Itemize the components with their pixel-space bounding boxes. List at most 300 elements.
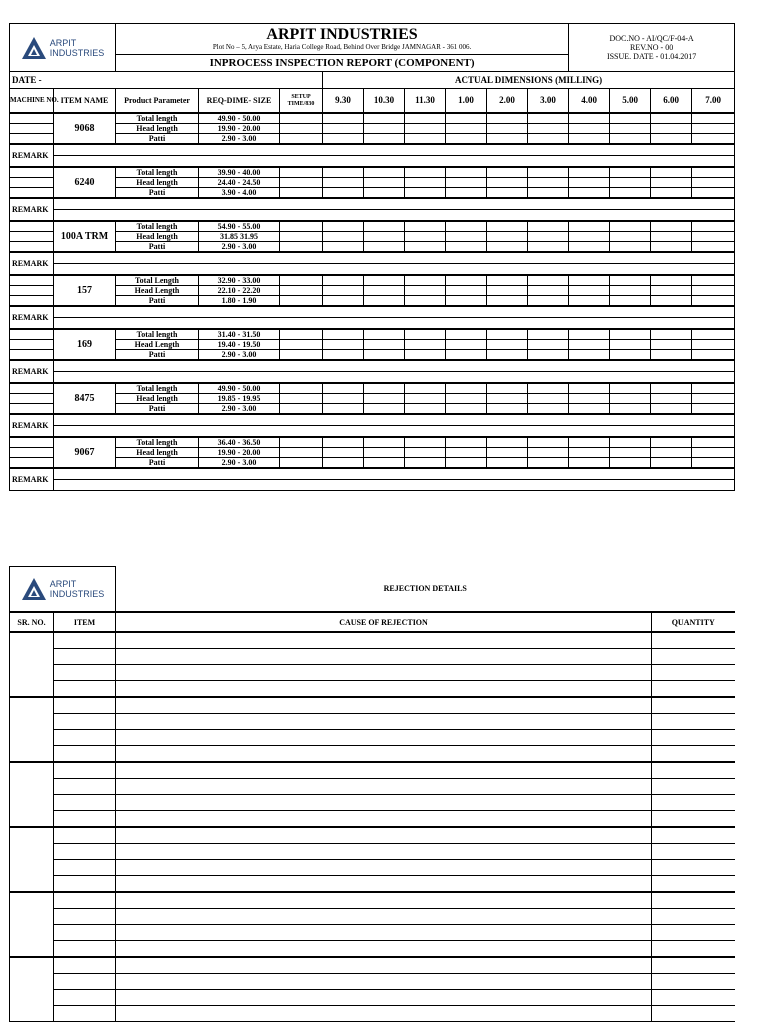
measurement-cell[interactable] <box>405 188 446 199</box>
measurement-cell[interactable] <box>364 275 405 286</box>
item-cell[interactable] <box>54 730 116 746</box>
cause-cell[interactable] <box>116 681 652 698</box>
measurement-cell[interactable] <box>528 167 569 178</box>
measurement-cell[interactable] <box>487 383 528 394</box>
measurement-cell[interactable] <box>323 242 364 253</box>
measurement-cell[interactable] <box>405 404 446 415</box>
measurement-cell[interactable] <box>610 178 651 188</box>
measurement-cell[interactable] <box>692 383 735 394</box>
measurement-cell[interactable] <box>364 394 405 404</box>
measurement-cell[interactable] <box>651 134 692 145</box>
measurement-cell[interactable] <box>651 404 692 415</box>
machine-no-cell[interactable] <box>10 296 54 307</box>
measurement-cell[interactable] <box>569 113 610 124</box>
measurement-cell[interactable] <box>323 329 364 340</box>
quantity-cell[interactable] <box>652 762 735 779</box>
measurement-cell[interactable] <box>446 242 487 253</box>
measurement-cell[interactable] <box>364 383 405 394</box>
remark-field[interactable] <box>54 468 735 480</box>
quantity-cell[interactable] <box>652 746 735 763</box>
measurement-cell[interactable] <box>487 286 528 296</box>
measurement-cell[interactable] <box>487 113 528 124</box>
cause-cell[interactable] <box>116 762 652 779</box>
measurement-cell[interactable] <box>487 134 528 145</box>
measurement-cell[interactable] <box>569 340 610 350</box>
item-cell[interactable] <box>54 779 116 795</box>
measurement-cell[interactable] <box>280 134 323 145</box>
cause-cell[interactable] <box>116 649 652 665</box>
measurement-cell[interactable] <box>323 350 364 361</box>
measurement-cell[interactable] <box>651 394 692 404</box>
item-cell[interactable] <box>54 1006 116 1022</box>
measurement-cell[interactable] <box>405 113 446 124</box>
measurement-cell[interactable] <box>651 242 692 253</box>
measurement-cell[interactable] <box>405 350 446 361</box>
measurement-cell[interactable] <box>364 437 405 448</box>
item-cell[interactable] <box>54 665 116 681</box>
measurement-cell[interactable] <box>692 404 735 415</box>
measurement-cell[interactable] <box>487 458 528 469</box>
measurement-cell[interactable] <box>405 221 446 232</box>
measurement-cell[interactable] <box>323 221 364 232</box>
measurement-cell[interactable] <box>405 448 446 458</box>
cause-cell[interactable] <box>116 974 652 990</box>
measurement-cell[interactable] <box>528 394 569 404</box>
measurement-cell[interactable] <box>569 124 610 134</box>
item-cell[interactable] <box>54 697 116 714</box>
measurement-cell[interactable] <box>323 178 364 188</box>
measurement-cell[interactable] <box>446 188 487 199</box>
measurement-cell[interactable] <box>323 232 364 242</box>
sr-no-cell[interactable] <box>10 762 54 827</box>
measurement-cell[interactable] <box>487 394 528 404</box>
measurement-cell[interactable] <box>651 275 692 286</box>
cause-cell[interactable] <box>116 941 652 958</box>
measurement-cell[interactable] <box>405 167 446 178</box>
measurement-cell[interactable] <box>528 383 569 394</box>
measurement-cell[interactable] <box>364 242 405 253</box>
measurement-cell[interactable] <box>323 275 364 286</box>
measurement-cell[interactable] <box>323 394 364 404</box>
measurement-cell[interactable] <box>651 178 692 188</box>
measurement-cell[interactable] <box>569 437 610 448</box>
quantity-cell[interactable] <box>652 681 735 698</box>
measurement-cell[interactable] <box>692 448 735 458</box>
measurement-cell[interactable] <box>569 242 610 253</box>
item-cell[interactable] <box>54 762 116 779</box>
machine-no-cell[interactable] <box>10 383 54 394</box>
cause-cell[interactable] <box>116 697 652 714</box>
measurement-cell[interactable] <box>323 286 364 296</box>
machine-no-cell[interactable] <box>10 178 54 188</box>
remark-field[interactable] <box>54 198 735 210</box>
measurement-cell[interactable] <box>446 275 487 286</box>
measurement-cell[interactable] <box>280 124 323 134</box>
quantity-cell[interactable] <box>652 632 735 649</box>
measurement-cell[interactable] <box>487 188 528 199</box>
measurement-cell[interactable] <box>610 275 651 286</box>
measurement-cell[interactable] <box>446 458 487 469</box>
sr-no-cell[interactable] <box>10 632 54 697</box>
item-cell[interactable] <box>54 974 116 990</box>
measurement-cell[interactable] <box>651 458 692 469</box>
measurement-cell[interactable] <box>446 437 487 448</box>
quantity-cell[interactable] <box>652 957 735 974</box>
item-cell[interactable] <box>54 941 116 958</box>
measurement-cell[interactable] <box>651 383 692 394</box>
measurement-cell[interactable] <box>692 329 735 340</box>
measurement-cell[interactable] <box>610 286 651 296</box>
measurement-cell[interactable] <box>610 404 651 415</box>
measurement-cell[interactable] <box>528 329 569 340</box>
measurement-cell[interactable] <box>405 329 446 340</box>
measurement-cell[interactable] <box>280 437 323 448</box>
measurement-cell[interactable] <box>487 221 528 232</box>
measurement-cell[interactable] <box>569 275 610 286</box>
measurement-cell[interactable] <box>280 232 323 242</box>
remark-field[interactable] <box>54 318 735 330</box>
measurement-cell[interactable] <box>446 404 487 415</box>
measurement-cell[interactable] <box>446 221 487 232</box>
sr-no-cell[interactable] <box>10 957 54 1022</box>
measurement-cell[interactable] <box>405 296 446 307</box>
measurement-cell[interactable] <box>569 232 610 242</box>
measurement-cell[interactable] <box>569 167 610 178</box>
measurement-cell[interactable] <box>692 437 735 448</box>
measurement-cell[interactable] <box>280 221 323 232</box>
measurement-cell[interactable] <box>528 221 569 232</box>
measurement-cell[interactable] <box>692 275 735 286</box>
quantity-cell[interactable] <box>652 925 735 941</box>
measurement-cell[interactable] <box>364 448 405 458</box>
measurement-cell[interactable] <box>651 113 692 124</box>
measurement-cell[interactable] <box>651 124 692 134</box>
measurement-cell[interactable] <box>280 275 323 286</box>
measurement-cell[interactable] <box>528 113 569 124</box>
quantity-cell[interactable] <box>652 990 735 1006</box>
cause-cell[interactable] <box>116 746 652 763</box>
measurement-cell[interactable] <box>364 296 405 307</box>
measurement-cell[interactable] <box>487 242 528 253</box>
measurement-cell[interactable] <box>446 394 487 404</box>
quantity-cell[interactable] <box>652 779 735 795</box>
item-cell[interactable] <box>54 714 116 730</box>
measurement-cell[interactable] <box>651 340 692 350</box>
measurement-cell[interactable] <box>610 113 651 124</box>
measurement-cell[interactable] <box>364 221 405 232</box>
measurement-cell[interactable] <box>487 437 528 448</box>
item-cell[interactable] <box>54 827 116 844</box>
measurement-cell[interactable] <box>364 124 405 134</box>
quantity-cell[interactable] <box>652 974 735 990</box>
measurement-cell[interactable] <box>405 383 446 394</box>
measurement-cell[interactable] <box>487 124 528 134</box>
quantity-cell[interactable] <box>652 876 735 893</box>
item-cell[interactable] <box>54 990 116 1006</box>
measurement-cell[interactable] <box>280 340 323 350</box>
measurement-cell[interactable] <box>364 340 405 350</box>
item-cell[interactable] <box>54 746 116 763</box>
measurement-cell[interactable] <box>569 404 610 415</box>
measurement-cell[interactable] <box>446 134 487 145</box>
remark-field[interactable] <box>54 372 735 384</box>
item-cell[interactable] <box>54 681 116 698</box>
measurement-cell[interactable] <box>405 286 446 296</box>
measurement-cell[interactable] <box>364 113 405 124</box>
quantity-cell[interactable] <box>652 844 735 860</box>
remark-field[interactable] <box>54 144 735 156</box>
machine-no-cell[interactable] <box>10 340 54 350</box>
measurement-cell[interactable] <box>323 167 364 178</box>
measurement-cell[interactable] <box>528 134 569 145</box>
machine-no-cell[interactable] <box>10 167 54 178</box>
measurement-cell[interactable] <box>692 113 735 124</box>
measurement-cell[interactable] <box>692 167 735 178</box>
measurement-cell[interactable] <box>323 383 364 394</box>
item-cell[interactable] <box>54 876 116 893</box>
cause-cell[interactable] <box>116 665 652 681</box>
machine-no-cell[interactable] <box>10 124 54 134</box>
remark-field[interactable] <box>54 156 735 168</box>
item-cell[interactable] <box>54 909 116 925</box>
measurement-cell[interactable] <box>323 404 364 415</box>
measurement-cell[interactable] <box>528 437 569 448</box>
measurement-cell[interactable] <box>280 394 323 404</box>
cause-cell[interactable] <box>116 730 652 746</box>
measurement-cell[interactable] <box>692 340 735 350</box>
cause-cell[interactable] <box>116 909 652 925</box>
measurement-cell[interactable] <box>610 134 651 145</box>
measurement-cell[interactable] <box>651 350 692 361</box>
measurement-cell[interactable] <box>651 437 692 448</box>
cause-cell[interactable] <box>116 892 652 909</box>
measurement-cell[interactable] <box>610 340 651 350</box>
measurement-cell[interactable] <box>446 383 487 394</box>
measurement-cell[interactable] <box>610 350 651 361</box>
measurement-cell[interactable] <box>610 296 651 307</box>
measurement-cell[interactable] <box>405 124 446 134</box>
measurement-cell[interactable] <box>280 383 323 394</box>
measurement-cell[interactable] <box>323 448 364 458</box>
cause-cell[interactable] <box>116 795 652 811</box>
measurement-cell[interactable] <box>651 448 692 458</box>
measurement-cell[interactable] <box>280 458 323 469</box>
machine-no-cell[interactable] <box>10 329 54 340</box>
quantity-cell[interactable] <box>652 941 735 958</box>
measurement-cell[interactable] <box>446 178 487 188</box>
machine-no-cell[interactable] <box>10 113 54 124</box>
measurement-cell[interactable] <box>651 221 692 232</box>
item-cell[interactable] <box>54 860 116 876</box>
cause-cell[interactable] <box>116 632 652 649</box>
measurement-cell[interactable] <box>446 350 487 361</box>
measurement-cell[interactable] <box>610 167 651 178</box>
measurement-cell[interactable] <box>405 178 446 188</box>
measurement-cell[interactable] <box>692 124 735 134</box>
measurement-cell[interactable] <box>487 329 528 340</box>
measurement-cell[interactable] <box>280 113 323 124</box>
measurement-cell[interactable] <box>692 134 735 145</box>
remark-field[interactable] <box>54 480 735 491</box>
machine-no-cell[interactable] <box>10 221 54 232</box>
measurement-cell[interactable] <box>610 232 651 242</box>
machine-no-cell[interactable] <box>10 394 54 404</box>
quantity-cell[interactable] <box>652 892 735 909</box>
measurement-cell[interactable] <box>610 458 651 469</box>
measurement-cell[interactable] <box>280 286 323 296</box>
measurement-cell[interactable] <box>446 296 487 307</box>
quantity-cell[interactable] <box>652 795 735 811</box>
measurement-cell[interactable] <box>528 275 569 286</box>
measurement-cell[interactable] <box>446 329 487 340</box>
measurement-cell[interactable] <box>323 134 364 145</box>
measurement-cell[interactable] <box>528 232 569 242</box>
item-cell[interactable] <box>54 844 116 860</box>
measurement-cell[interactable] <box>528 350 569 361</box>
measurement-cell[interactable] <box>487 275 528 286</box>
measurement-cell[interactable] <box>487 404 528 415</box>
sr-no-cell[interactable] <box>10 697 54 762</box>
measurement-cell[interactable] <box>610 394 651 404</box>
measurement-cell[interactable] <box>446 340 487 350</box>
measurement-cell[interactable] <box>528 178 569 188</box>
measurement-cell[interactable] <box>610 242 651 253</box>
quantity-cell[interactable] <box>652 714 735 730</box>
measurement-cell[interactable] <box>364 188 405 199</box>
cause-cell[interactable] <box>116 925 652 941</box>
remark-field[interactable] <box>54 426 735 438</box>
measurement-cell[interactable] <box>323 188 364 199</box>
measurement-cell[interactable] <box>364 134 405 145</box>
measurement-cell[interactable] <box>280 242 323 253</box>
sr-no-cell[interactable] <box>10 827 54 892</box>
measurement-cell[interactable] <box>569 458 610 469</box>
measurement-cell[interactable] <box>651 296 692 307</box>
measurement-cell[interactable] <box>651 188 692 199</box>
measurement-cell[interactable] <box>280 329 323 340</box>
measurement-cell[interactable] <box>446 113 487 124</box>
measurement-cell[interactable] <box>405 340 446 350</box>
item-cell[interactable] <box>54 957 116 974</box>
machine-no-cell[interactable] <box>10 242 54 253</box>
measurement-cell[interactable] <box>364 350 405 361</box>
quantity-cell[interactable] <box>652 811 735 828</box>
measurement-cell[interactable] <box>280 448 323 458</box>
measurement-cell[interactable] <box>569 296 610 307</box>
measurement-cell[interactable] <box>405 275 446 286</box>
measurement-cell[interactable] <box>405 134 446 145</box>
measurement-cell[interactable] <box>569 188 610 199</box>
measurement-cell[interactable] <box>405 242 446 253</box>
measurement-cell[interactable] <box>692 458 735 469</box>
measurement-cell[interactable] <box>692 350 735 361</box>
measurement-cell[interactable] <box>569 329 610 340</box>
item-cell[interactable] <box>54 795 116 811</box>
measurement-cell[interactable] <box>692 221 735 232</box>
measurement-cell[interactable] <box>528 286 569 296</box>
machine-no-cell[interactable] <box>10 275 54 286</box>
measurement-cell[interactable] <box>405 232 446 242</box>
cause-cell[interactable] <box>116 779 652 795</box>
quantity-cell[interactable] <box>652 909 735 925</box>
item-cell[interactable] <box>54 925 116 941</box>
item-cell[interactable] <box>54 632 116 649</box>
quantity-cell[interactable] <box>652 730 735 746</box>
measurement-cell[interactable] <box>405 458 446 469</box>
measurement-cell[interactable] <box>651 232 692 242</box>
measurement-cell[interactable] <box>569 448 610 458</box>
cause-cell[interactable] <box>116 827 652 844</box>
measurement-cell[interactable] <box>364 329 405 340</box>
measurement-cell[interactable] <box>528 296 569 307</box>
machine-no-cell[interactable] <box>10 404 54 415</box>
measurement-cell[interactable] <box>280 178 323 188</box>
measurement-cell[interactable] <box>528 124 569 134</box>
measurement-cell[interactable] <box>692 188 735 199</box>
cause-cell[interactable] <box>116 844 652 860</box>
machine-no-cell[interactable] <box>10 350 54 361</box>
machine-no-cell[interactable] <box>10 286 54 296</box>
cause-cell[interactable] <box>116 876 652 893</box>
measurement-cell[interactable] <box>528 188 569 199</box>
measurement-cell[interactable] <box>446 232 487 242</box>
measurement-cell[interactable] <box>487 178 528 188</box>
cause-cell[interactable] <box>116 1006 652 1022</box>
machine-no-cell[interactable] <box>10 458 54 469</box>
measurement-cell[interactable] <box>323 113 364 124</box>
measurement-cell[interactable] <box>528 448 569 458</box>
measurement-cell[interactable] <box>446 448 487 458</box>
measurement-cell[interactable] <box>280 188 323 199</box>
measurement-cell[interactable] <box>610 448 651 458</box>
measurement-cell[interactable] <box>610 383 651 394</box>
measurement-cell[interactable] <box>528 242 569 253</box>
machine-no-cell[interactable] <box>10 134 54 145</box>
measurement-cell[interactable] <box>569 178 610 188</box>
measurement-cell[interactable] <box>651 286 692 296</box>
measurement-cell[interactable] <box>405 394 446 404</box>
measurement-cell[interactable] <box>446 124 487 134</box>
measurement-cell[interactable] <box>610 188 651 199</box>
measurement-cell[interactable] <box>280 350 323 361</box>
measurement-cell[interactable] <box>569 383 610 394</box>
quantity-cell[interactable] <box>652 860 735 876</box>
measurement-cell[interactable] <box>364 232 405 242</box>
quantity-cell[interactable] <box>652 1006 735 1022</box>
measurement-cell[interactable] <box>528 340 569 350</box>
measurement-cell[interactable] <box>446 286 487 296</box>
measurement-cell[interactable] <box>651 329 692 340</box>
cause-cell[interactable] <box>116 714 652 730</box>
cause-cell[interactable] <box>116 811 652 828</box>
measurement-cell[interactable] <box>364 458 405 469</box>
measurement-cell[interactable] <box>323 437 364 448</box>
measurement-cell[interactable] <box>569 394 610 404</box>
machine-no-cell[interactable] <box>10 232 54 242</box>
measurement-cell[interactable] <box>528 404 569 415</box>
measurement-cell[interactable] <box>692 178 735 188</box>
cause-cell[interactable] <box>116 990 652 1006</box>
machine-no-cell[interactable] <box>10 188 54 199</box>
measurement-cell[interactable] <box>610 221 651 232</box>
measurement-cell[interactable] <box>487 340 528 350</box>
remark-field[interactable] <box>54 414 735 426</box>
measurement-cell[interactable] <box>364 178 405 188</box>
measurement-cell[interactable] <box>280 167 323 178</box>
measurement-cell[interactable] <box>569 221 610 232</box>
measurement-cell[interactable] <box>651 167 692 178</box>
measurement-cell[interactable] <box>446 167 487 178</box>
